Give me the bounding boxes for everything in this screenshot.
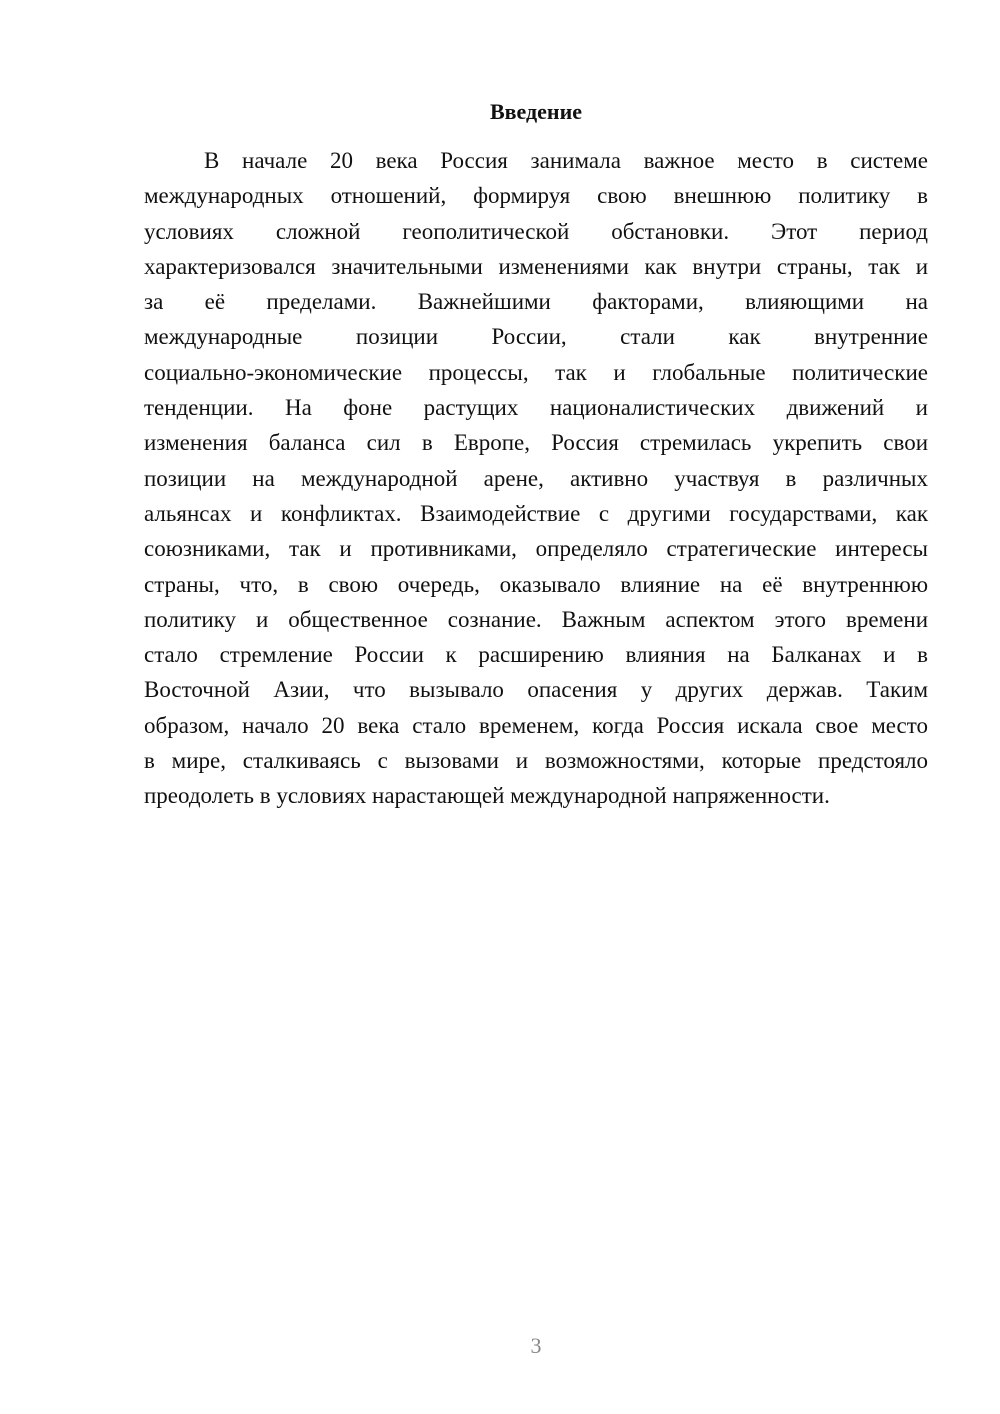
paragraph-line: международных отношений, формируя свою внешнюю политику в <box>144 183 928 209</box>
body-paragraph <box>144 143 928 814</box>
paragraph-line: В начале 20 века Россия занимала важное место в системе <box>204 148 928 173</box>
paragraph-line: страны, что, в свою очередь, оказывало влияние на её внутреннюю <box>144 571 928 597</box>
paragraph-line: изменения баланса сил в Европе, Россия стремилась укрепить свои <box>144 430 928 456</box>
paragraph-line: характеризовался значительными изменениями как внутри страны, так и <box>144 253 928 279</box>
paragraph-line: за её пределами. Важнейшими факторами, влияющими на <box>144 289 928 315</box>
paragraph-line: в мире, сталкиваясь с вызовами и возможностями, которые предстояло <box>144 748 928 774</box>
paragraph-line: Восточной Азии, что вызывало опасения у других держав. Таким <box>144 677 928 703</box>
page-number: 3 <box>530 1333 542 1358</box>
paragraph-line: тенденции. На фоне растущих националистических движений и <box>144 395 928 421</box>
paragraph-line: условиях сложной геополитической обстановки. Этот период <box>144 218 928 244</box>
paragraph-line: образом, начало 20 века стало временем, когда Россия искала свое место <box>144 712 928 738</box>
paragraph-line: позиции на международной арене, активно участвуя в различных <box>144 465 928 491</box>
paragraph-line: преодолеть в условиях нарастающей международной напряженности. <box>144 783 830 809</box>
paragraph-line: политику и общественное сознание. Важным аспектом этого времени <box>144 606 928 632</box>
paragraph-line: международные позиции России, стали как внутренние <box>144 324 928 350</box>
paragraph-line: социально-экономические процессы, так и глобальные политические <box>144 359 928 385</box>
paragraph-line: стало стремление России к расширению влияния на Балканах и в <box>144 642 928 668</box>
paragraph-line: альянсах и конфликтах. Взаимодействие с другими государствами, как <box>144 500 928 526</box>
paragraph-line: союзниками, так и противниками, определяло стратегические интересы <box>144 536 928 562</box>
section-heading: Введение <box>489 99 583 124</box>
